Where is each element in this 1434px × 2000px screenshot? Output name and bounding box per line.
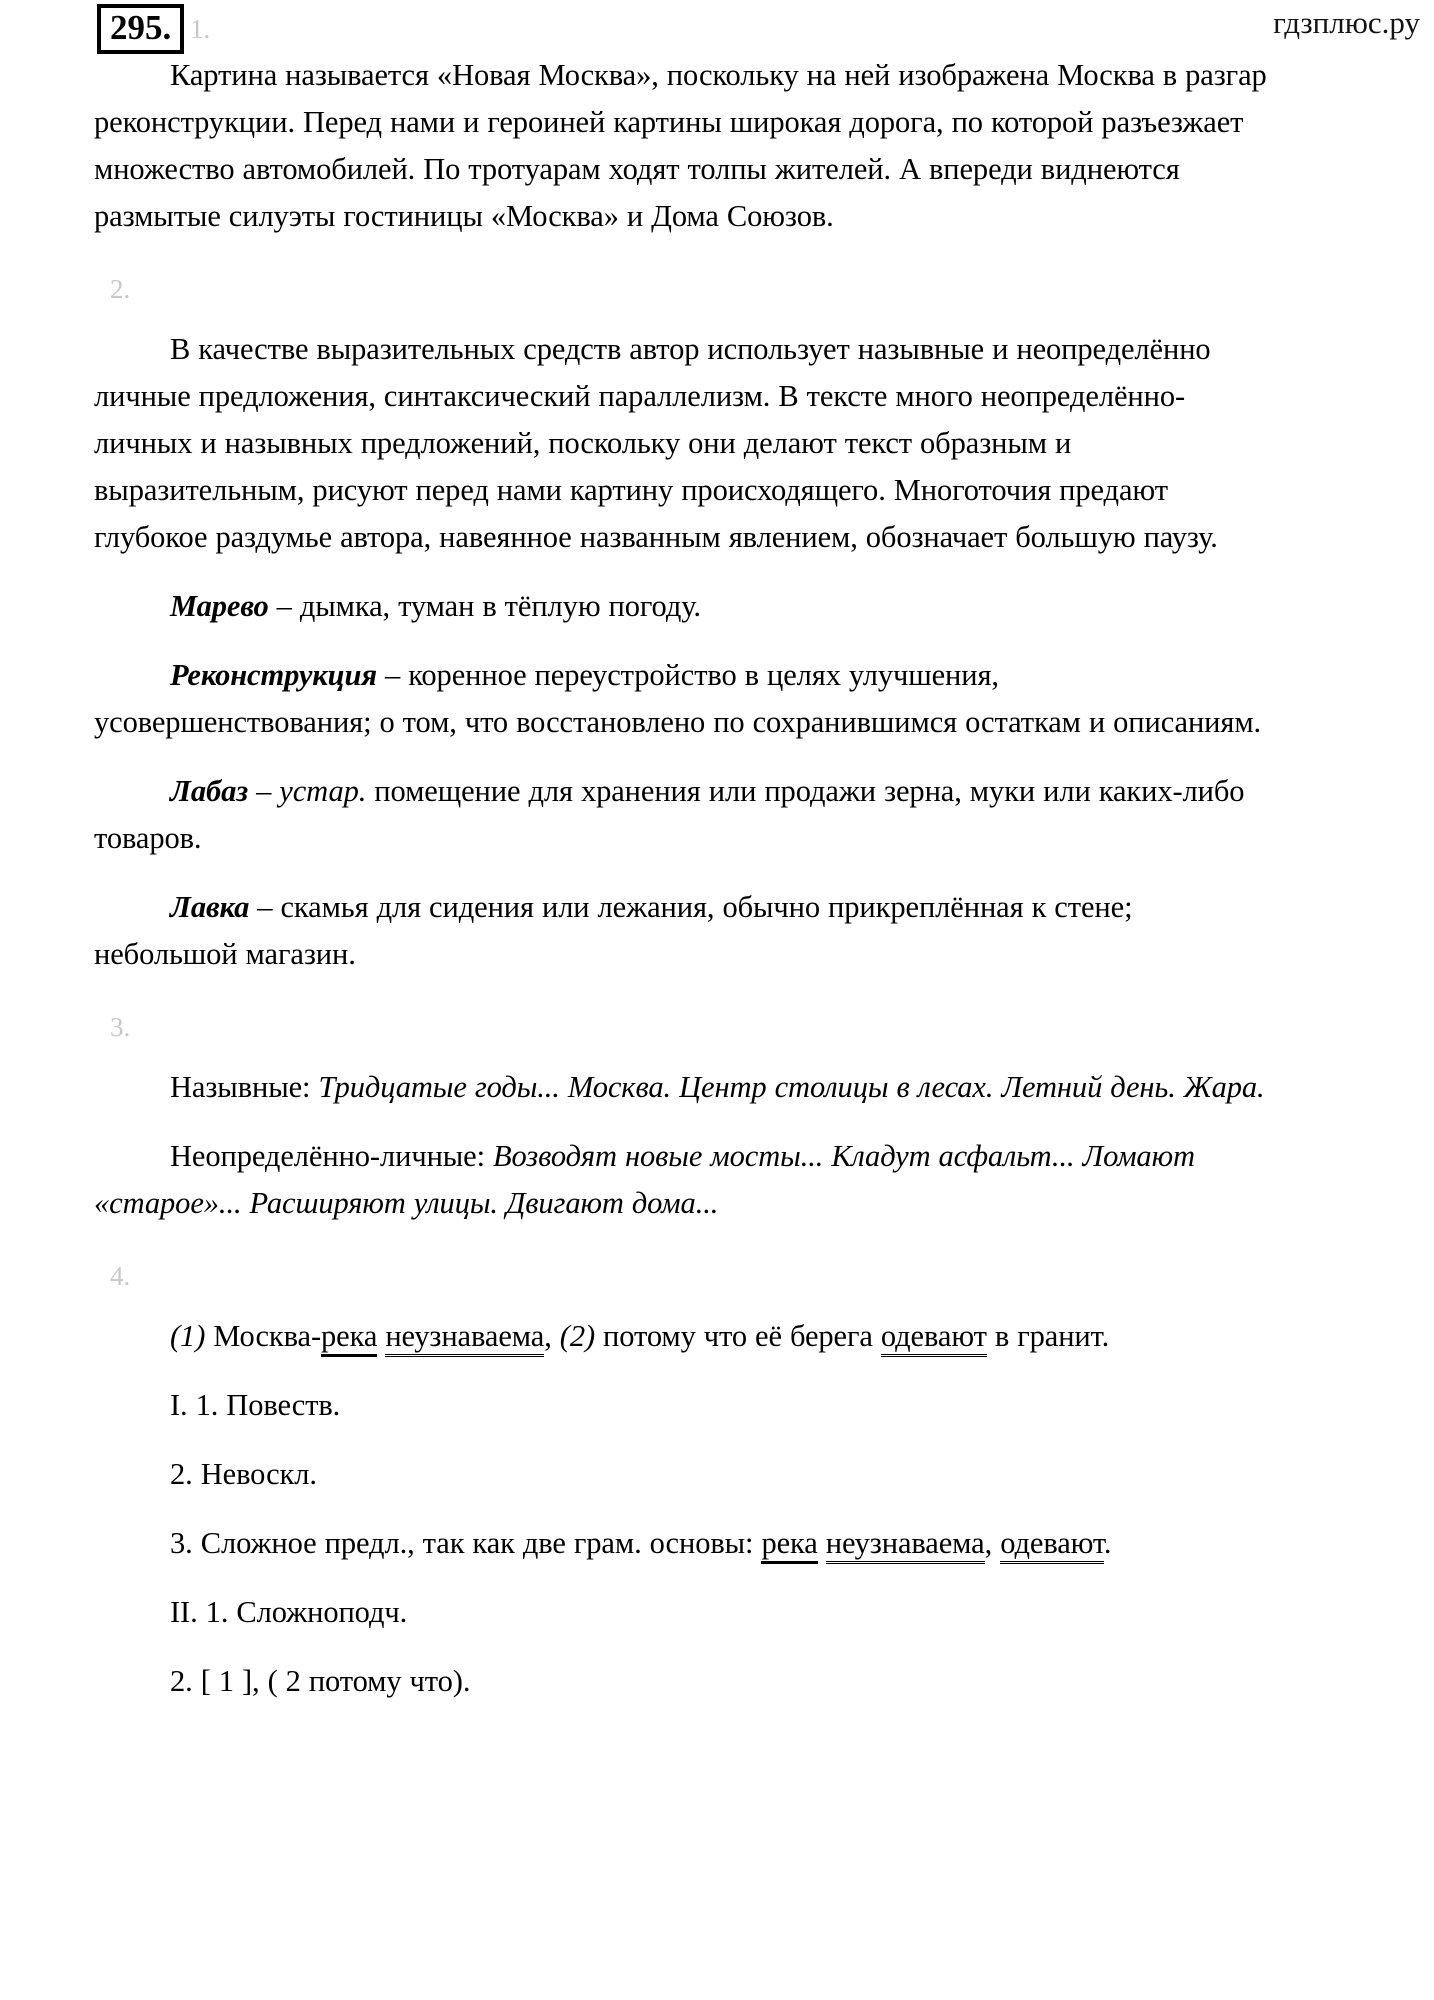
analysis-line-2: 2. Невоскл. [170, 1457, 317, 1491]
task-marker-1: 1. [190, 14, 211, 44]
task-marker-3: 3. [110, 1012, 131, 1042]
definition-term: Лавка [170, 890, 250, 924]
analysis-line-3-comma: , [984, 1526, 1001, 1560]
nominative-label: Назывные: [170, 1070, 311, 1104]
task-marker-4: 4. [110, 1261, 131, 1291]
site-watermark: гдзплюс.ру [1273, 5, 1420, 40]
analysis-line-4: II. 1. Сложноподч. [170, 1595, 408, 1629]
grammar-basis-predicate-2: одевают [1000, 1526, 1104, 1564]
analysis-line-1: I. 1. Повеств. [170, 1388, 341, 1422]
definition-term: Лабаз [170, 774, 249, 808]
analysis-line-3-prefix: 3. Сложное предл., так как две грам. основы: [170, 1526, 762, 1560]
task4-sentence [14, 1313, 1420, 1360]
analysis-line-3 [14, 1520, 1420, 1567]
document-content [14, 52, 1420, 1705]
definition-dash: – [256, 774, 272, 808]
definition-rekonstrukciya [14, 652, 1420, 746]
clause-number-1: (1) [170, 1319, 206, 1353]
definition-usage-mark: устар. [279, 774, 367, 808]
definition-dash: – [257, 890, 273, 924]
sentence-part-3: в гранит. [986, 1319, 1110, 1353]
analysis-line-5: 2. [ 1 ], ( 2 потому что). [170, 1664, 471, 1698]
sentence-part-1: Москва- [213, 1319, 322, 1353]
task-marker-2: 2. [110, 274, 131, 304]
sentence-part-2: потому что её берега [595, 1319, 881, 1353]
definition-lavka [14, 884, 1420, 978]
definition-text: скамья для сидения или лежания, обычно прикреплённая к стене; небольшой магазин. [94, 890, 1133, 971]
grammar-subject-1: река [321, 1319, 377, 1357]
grammar-basis-predicate-1: неузнаваема [826, 1526, 985, 1564]
definition-dash: – [276, 589, 292, 623]
grammar-predicate-2: одевают [881, 1319, 987, 1357]
indefinite-label: Неопределённо-личные: [170, 1139, 485, 1173]
definition-text: дымка, туман в тёплую погоду. [299, 589, 701, 623]
definition-labaz [14, 768, 1420, 862]
definition-dash: – [385, 658, 401, 692]
task3-nominative [14, 1064, 1420, 1111]
grammar-predicate-1: неузнаваема [385, 1319, 544, 1357]
analysis-line-3-suffix: . [1103, 1526, 1112, 1560]
task3-indefinite [14, 1133, 1420, 1227]
definition-text: помещение для хранения или продажи зерна, муки или каких-либо товаров. [94, 774, 1245, 855]
definition-text: коренное переустройство в целях улучшения, усовершенствования; о том, что восстановлено по сохранившимся остаткам и описаниям. [94, 658, 1262, 739]
clause-number-2: (2) [559, 1319, 596, 1353]
definition-term: Марево [170, 589, 269, 623]
grammar-basis-subject: река [761, 1526, 817, 1564]
definition-term: Реконструкция [170, 658, 377, 692]
exercise-number-box: 295. [97, 4, 184, 54]
nominative-examples: Тридцатые годы... Москва. Центр столицы в лесах. Летний день. Жара. [318, 1070, 1265, 1104]
indefinite-examples: Возводят новые мосты... Кладут асфальт... Ломают «старое»... Расширяют улицы. Двигают дома... [94, 1139, 1195, 1220]
page-header [0, 0, 1434, 52]
task2-paragraph: В качестве выразительных средств автор использует назывные и неопределённо личные предложения, синтаксический параллелизм. В тексте много неопределённо-личных и назывных предложений, поскольку они делают текст образным и выразительным, рисуют перед нами картину происходящего. Многоточия предают глубокое раздумье автора, навеянное названным явлением, обозначает большую паузу. [94, 332, 1218, 554]
definition-marevo [14, 583, 1420, 630]
sentence-comma: , [544, 1319, 560, 1353]
task1-paragraph: Картина называется «Новая Москва», поскольку на ней изображена Москва в разгар реконструкции. Перед нами и героиней картины широкая дорога, по которой разъезжает множество автомобилей. По тротуарам ходят толпы жителей. А впереди виднеются размытые силуэты гостиницы «Москва» и Дома Союзов. [94, 58, 1267, 233]
